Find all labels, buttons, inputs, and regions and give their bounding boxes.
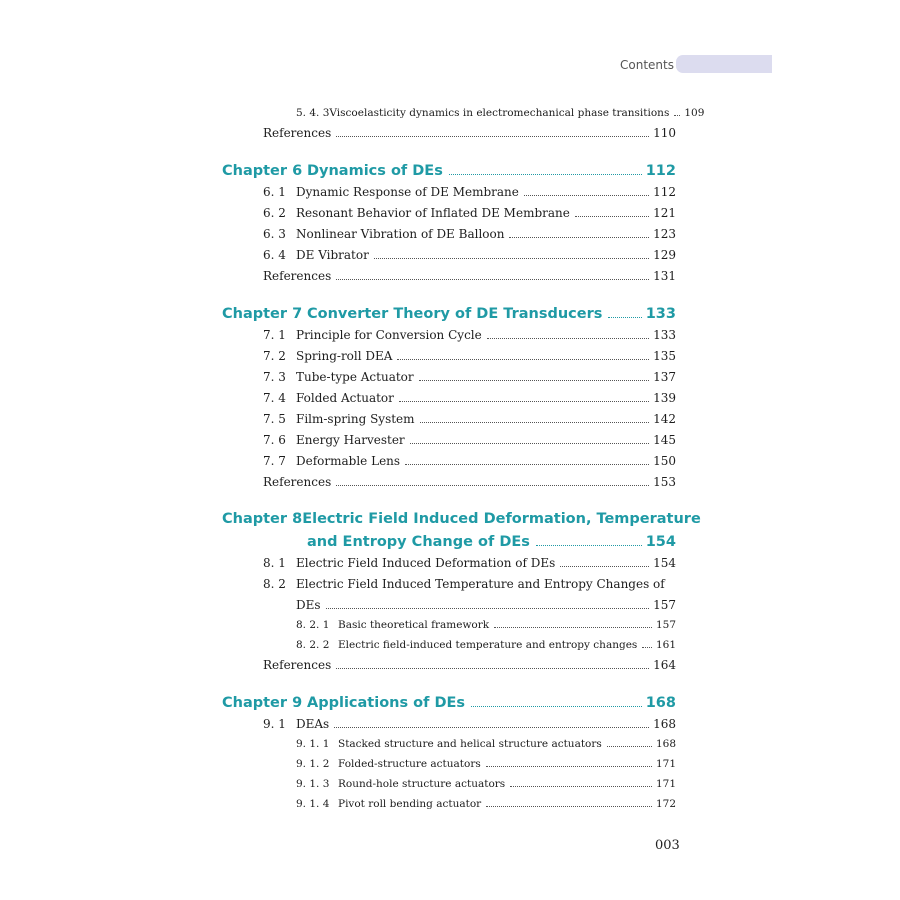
entry-title: Electric Field Induced Deformation of DEs xyxy=(296,556,556,570)
toc-entry-continued[interactable] xyxy=(296,598,676,612)
chapter-title: Applications of DEs xyxy=(307,695,466,711)
entry-number: 8. 2. 2 xyxy=(296,639,330,651)
entry-page: 171 xyxy=(655,758,676,770)
entry-page: 171 xyxy=(655,778,676,790)
dot-leader xyxy=(336,668,649,669)
entry-number: 6. 3 xyxy=(263,227,286,241)
toc-entry-references[interactable] xyxy=(263,475,676,489)
entry-page: 135 xyxy=(653,349,676,363)
chapter-heading[interactable] xyxy=(222,694,676,712)
entry-number: 7. 3 xyxy=(263,370,286,384)
entry-title: References xyxy=(263,126,332,140)
dot-leader xyxy=(674,115,680,116)
toc-entry[interactable] xyxy=(296,638,676,652)
toc-entry-references[interactable] xyxy=(263,269,676,283)
entry-title: DEs xyxy=(296,598,321,612)
dot-leader xyxy=(487,338,649,339)
toc-entry[interactable] xyxy=(263,227,676,241)
entry-page: 150 xyxy=(653,454,676,468)
dot-leader xyxy=(449,174,642,175)
chapter-heading-continued[interactable] xyxy=(307,533,676,551)
entry-number: 7. 2 xyxy=(263,349,286,363)
entry-number: 8. 2 xyxy=(263,577,286,591)
entry-page: 133 xyxy=(653,328,676,342)
entry-title: References xyxy=(263,475,332,489)
entry-number: 9. 1. 4 xyxy=(296,798,330,810)
entry-title: Nonlinear Vibration of DE Balloon xyxy=(296,227,505,241)
entry-title: Film-spring System xyxy=(296,412,415,426)
dot-leader xyxy=(509,237,649,238)
entry-page: 172 xyxy=(655,798,676,810)
toc-entry[interactable] xyxy=(263,717,676,731)
entry-number: 7. 4 xyxy=(263,391,286,405)
entry-page: 157 xyxy=(655,619,676,631)
entry-title: DEAs xyxy=(296,717,330,731)
dot-leader xyxy=(575,216,649,217)
toc-entry[interactable] xyxy=(263,328,676,342)
entry-page: 123 xyxy=(653,227,676,241)
entry-number: 8. 1 xyxy=(263,556,286,570)
toc-entry[interactable] xyxy=(263,454,676,468)
entry-page: 161 xyxy=(655,639,676,651)
chapter-page: 112 xyxy=(645,163,676,179)
entry-page: 110 xyxy=(653,126,676,140)
toc-entry[interactable] xyxy=(296,737,676,751)
dot-leader xyxy=(336,485,649,486)
toc-entry[interactable] xyxy=(263,433,676,447)
chapter-title: Dynamics of DEs xyxy=(307,163,443,179)
chapter-number: Chapter 9 xyxy=(222,695,303,711)
entry-title: Deformable Lens xyxy=(296,454,401,468)
toc-entry[interactable] xyxy=(263,556,676,570)
dot-leader xyxy=(405,464,649,465)
chapter-page: 133 xyxy=(645,306,676,322)
entry-page: 112 xyxy=(653,185,676,199)
dot-leader xyxy=(486,806,652,807)
toc-entry[interactable] xyxy=(263,412,676,426)
toc-entry[interactable] xyxy=(296,797,676,811)
entry-number: 7. 5 xyxy=(263,412,286,426)
entry-title: Folded-structure actuators xyxy=(338,758,481,770)
dot-leader xyxy=(399,401,649,402)
entry-number: 9. 1. 2 xyxy=(296,758,330,770)
entry-page: 164 xyxy=(653,658,676,672)
entry-page: 153 xyxy=(653,475,676,489)
toc-entry[interactable] xyxy=(263,248,676,262)
entry-page: 121 xyxy=(653,206,676,220)
dot-leader xyxy=(494,627,652,628)
toc-entry[interactable] xyxy=(296,618,676,632)
entry-number: 7. 7 xyxy=(263,454,286,468)
dot-leader xyxy=(336,136,649,137)
chapter-page: 168 xyxy=(645,695,676,711)
dot-leader xyxy=(536,545,642,546)
page-number: 003 xyxy=(655,838,680,853)
dot-leader xyxy=(336,279,649,280)
chapter-heading[interactable] xyxy=(222,510,701,528)
entry-title: Electric Field Induced Temperature and Entropy Changes of xyxy=(296,577,665,591)
toc-entry[interactable] xyxy=(296,106,705,120)
entry-title: Energy Harvester xyxy=(296,433,405,447)
dot-leader xyxy=(397,359,649,360)
entry-page: 142 xyxy=(653,412,676,426)
entry-title: References xyxy=(263,658,332,672)
dot-leader xyxy=(486,766,652,767)
toc-entry[interactable] xyxy=(263,349,676,363)
entry-number: 9. 1. 1 xyxy=(296,738,330,750)
entry-title: Pivot roll bending actuator xyxy=(338,798,482,810)
dot-leader xyxy=(419,380,649,381)
chapter-title: Converter Theory of DE Transducers xyxy=(307,306,603,322)
toc-entry[interactable] xyxy=(296,757,676,771)
toc-entry-references[interactable] xyxy=(263,126,676,140)
dot-leader xyxy=(510,786,652,787)
entry-title: Principle for Conversion Cycle xyxy=(296,328,482,342)
dot-leader xyxy=(334,727,649,728)
entry-title: Dynamic Response of DE Membrane xyxy=(296,185,519,199)
entry-number: 6. 4 xyxy=(263,248,286,262)
toc-entry[interactable] xyxy=(263,185,676,199)
header-tab-bar xyxy=(676,55,772,73)
entry-number: 6. 2 xyxy=(263,206,286,220)
toc-entry[interactable] xyxy=(263,391,676,405)
entry-page: 131 xyxy=(653,269,676,283)
toc-entry[interactable] xyxy=(263,370,676,384)
entry-page: 139 xyxy=(653,391,676,405)
entry-title: Viscoelasticity dynamics in electromechanical phase transitions xyxy=(329,107,670,119)
dot-leader xyxy=(374,258,649,259)
entry-title: Stacked structure and helical structure actuators xyxy=(338,738,602,750)
toc-entry[interactable] xyxy=(263,206,676,220)
entry-title: References xyxy=(263,269,332,283)
chapter-title: Electric Field Induced Deformation, Temperature xyxy=(302,511,701,527)
dot-leader xyxy=(560,566,649,567)
dot-leader xyxy=(410,443,649,444)
entry-number: 9. 1 xyxy=(263,717,286,731)
chapter-number: Chapter 6 xyxy=(222,163,303,179)
entry-title: Resonant Behavior of Inflated DE Membrane xyxy=(296,206,570,220)
entry-title: DE Vibrator xyxy=(296,248,369,262)
entry-number: 7. 6 xyxy=(263,433,286,447)
entry-page: 129 xyxy=(653,248,676,262)
chapter-title: and Entropy Change of DEs xyxy=(307,534,530,550)
chapter-heading[interactable] xyxy=(222,305,676,323)
dot-leader xyxy=(642,647,652,648)
chapter-page: 154 xyxy=(645,534,676,550)
dot-leader xyxy=(471,706,642,707)
dot-leader xyxy=(326,608,650,609)
dot-leader xyxy=(607,746,652,747)
entry-title: Basic theoretical framework xyxy=(338,619,490,631)
dot-leader xyxy=(420,422,650,423)
chapter-number: Chapter 7 xyxy=(222,306,303,322)
entry-number: 5. 4. 3 xyxy=(296,107,330,119)
entry-page: 137 xyxy=(653,370,676,384)
entry-number: 8. 2. 1 xyxy=(296,619,330,631)
dot-leader xyxy=(524,195,649,196)
dot-leader xyxy=(608,317,641,318)
entry-title: Spring-roll DEA xyxy=(296,349,393,363)
entry-page: 157 xyxy=(653,598,676,612)
entry-title: Tube-type Actuator xyxy=(296,370,414,384)
entry-page: 145 xyxy=(653,433,676,447)
toc-entry[interactable] xyxy=(263,577,676,591)
toc-entry[interactable] xyxy=(296,777,676,791)
entry-page: 154 xyxy=(653,556,676,570)
entry-page: 168 xyxy=(655,738,676,750)
entry-number: 6. 1 xyxy=(263,185,286,199)
entry-title: Electric field-induced temperature and entropy changes xyxy=(338,639,638,651)
entry-number: 9. 1. 3 xyxy=(296,778,330,790)
toc-entry-references[interactable] xyxy=(263,658,676,672)
entry-title: Folded Actuator xyxy=(296,391,394,405)
running-header: Contents xyxy=(620,58,674,72)
entry-page: 168 xyxy=(653,717,676,731)
entry-number: 7. 1 xyxy=(263,328,286,342)
chapter-heading[interactable] xyxy=(222,162,676,180)
entry-title: Round-hole structure actuators xyxy=(338,778,506,790)
chapter-number: Chapter 8 xyxy=(222,511,303,527)
entry-page: 109 xyxy=(684,107,705,119)
